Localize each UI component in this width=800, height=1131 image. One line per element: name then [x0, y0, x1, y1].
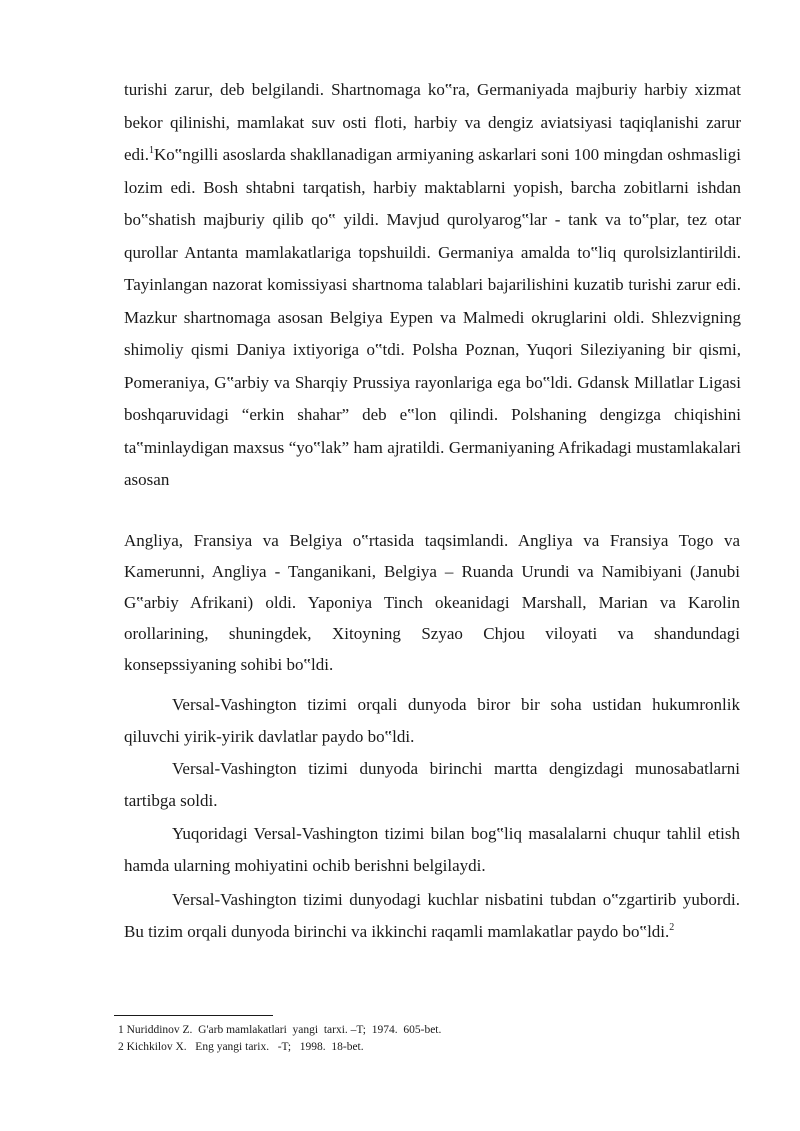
footnote-1: 1 Nuriddinov Z. G'arb mamlakatlari yangi tarxi. –T; 1974. 605-bet. [118, 1024, 442, 1036]
body-text-continued [124, 74, 741, 497]
footnotes [118, 1022, 738, 1056]
paragraph-naval-relations: Versal-Vashington tizimi dunyoda birinchi martta dengizdagi munosabatlarni tartibga soldi. [124, 759, 740, 810]
paragraph-hegemony: Versal-Vashington tizimi orqali dunyoda biror bir soha ustidan hukumronlik qiluvchi yirik-yirik davlatlar paydo bo‟ldi. [124, 695, 740, 746]
paragraph-balance-of-power [124, 884, 740, 948]
body-text-colonies: Angliya, Fransiya va Belgiya o‟rtasida taqsimlandi. Angliya va Fransiya Togo va Kamerunni, Angliya - Tanganikani, Belgiya – Ruanda Urundi va Namibiyani (Janubi G‟arbiy Afrikani) oldi. Yaponiya Tinch okeanidagi Marshall, Marian va Karolin orollarining, shuningdek, Xitoyning Szyao Chjou viloyati va shandundagi konsepssiyaning sohibi bo‟ldi. [124, 531, 740, 674]
paragraph-analysis: Yuqoridagi Versal-Vashington tizimi bilan bog‟liq masalalarni chuqur tahlil etish hamda ularning mohiyatini ochib berishni belgilaydi. [124, 824, 740, 875]
text-segment: turishi zarur, deb belgilandi. Shartnomaga ko‟ra, Germaniyada majburiy harbiy xizmat bekor qilinishi, mamlakat suv osti floti, harbiy va dengiz aviatsiyasi taqiqlanishi zarur edi. [124, 80, 741, 164]
footnote-ref-2: 2 [669, 922, 675, 933]
footnote-divider [114, 1015, 273, 1016]
text-segment: Ko‟ngilli asoslarda shakllanadigan armiyaning askarlari soni 100 mingdan oshmasligi lozim edi. Bosh shtabni tarqatish, harbiy maktablarni yopish, barcha zobitlarni ishdan bo‟shatish majburiy qilib qo‟ yildi. Mavjud qurolyarog‟lar - tank va to‟plar, tez otar qurollar Antanta mamlakatlariga topshuildi. Germaniya amalda to‟liq qurolsizlantirildi. Tayinlangan nazorat komissiyasi shartnoma talablari bajarilishini kuzatib turishi zarur edi. Mazkur shartnomaga asosan Belgiya Eypen va Malmedi okruglarini oldi. Shlezvigning shimoliy qismi Daniya ixtiyoriga o‟tdi. Polsha Poznan, Yuqori Sileziyaning bir qismi, Pomeraniya, G‟arbiy va Sharqiy Prussiya rayonlariga ega bo‟ldi. Gdansk Millatlar Ligasi boshqaruvidagi “erkin shahar” deb e‟lon qilindi. Polshaning dengizga chiqishini ta‟minlaydigan maxsus “yo‟lak” ham ajratildi. Germaniyaning Afrikadagi mustamlakalari asosan [124, 145, 741, 489]
text-segment: Versal-Vashington tizimi dunyodagi kuchlar nisbatini tubdan o‟zgartirib yubordi. Bu tizim orqali dunyoda birinchi va ikkinchi raqamli mamlakatlar paydo bo‟ldi. [124, 890, 740, 941]
footnote-2: 2 Kichkilov X. Eng yangi tarix. -T; 1998. 18-bet. [118, 1041, 364, 1053]
footnote-ref-1: 1 [149, 145, 155, 156]
